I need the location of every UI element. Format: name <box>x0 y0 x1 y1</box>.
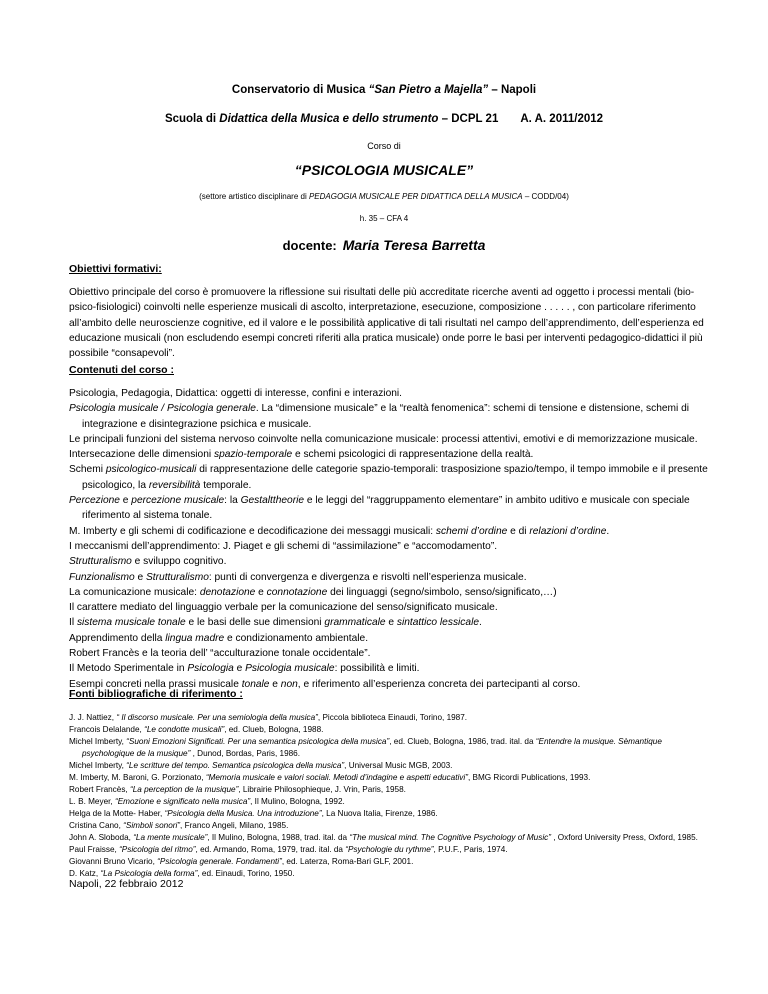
text-segment: di rappresentazione delle categorie spazio-temporali: trasposizione spazio/tempo, il tempo immobile e il presente psicologico, la <box>82 464 708 491</box>
contents-item <box>69 615 709 630</box>
text-segment: e le basi delle sue dimensioni <box>185 617 325 629</box>
contents-item <box>69 493 709 524</box>
italic-text: “ Il discorso musicale. Per una semiologia della musica” <box>116 713 318 722</box>
italic-text: “La Psicologia della forma” <box>100 869 198 878</box>
text-segment: e di <box>507 525 530 537</box>
italic-text: spazio-temporale <box>213 449 293 461</box>
bibliography-entry <box>69 832 709 844</box>
text-segment: Il <box>69 617 77 629</box>
conservatory-name: “San Pietro a Majella” <box>368 84 489 96</box>
italic-text: psicologico-musicali <box>105 464 197 476</box>
text-segment: M. Imberty, M. Baroni, G. Porzionato, <box>69 773 206 782</box>
italic-text: “Psychologie du rythme” <box>345 845 434 854</box>
italic-text: “Memoria musicale e valori sociali. Metodi d’indagine e aspetti educativi” <box>205 773 468 782</box>
corso-di-label: Corso di <box>367 141 401 151</box>
italic-text: Strutturalismo <box>69 556 132 568</box>
course-title: “PSICOLOGIA MUSICALE” <box>294 162 474 178</box>
bibliography-entry <box>69 712 709 724</box>
text-segment: , BMG Ricordi Publications, 1993. <box>467 773 591 782</box>
italic-text: Psicologia musicale <box>245 663 335 675</box>
text-segment: D. Katz, <box>69 869 101 878</box>
conservatory-prefix: Conservatorio di Musica <box>231 84 369 96</box>
italic-text: “Emozione e significato nella musica” <box>114 797 251 806</box>
contents-item <box>69 447 709 462</box>
bibliography-entry <box>69 796 709 808</box>
text-segment: , ed. Einaudi, Torino, 1950. <box>197 869 295 878</box>
text-segment: , Universal Music MGB, 2003. <box>344 761 453 770</box>
italic-text: sintattico lessicale <box>396 617 479 629</box>
docente-line <box>0 237 768 253</box>
italic-text: “Psicologia della Musica. Una introduzione” <box>164 809 322 818</box>
italic-text: grammaticale <box>324 617 386 629</box>
text-segment: e <box>233 663 246 675</box>
text-segment: , ed. Clueb, Bologna, 1986, trad. ital. da <box>389 737 536 746</box>
text-segment: Psicologia, Pedagogia, Didattica: oggetti di interesse, confini e interazioni. <box>69 388 402 399</box>
text-segment: Intersecazione delle dimensioni <box>69 449 214 461</box>
text-segment: , Piccola biblioteca Einaudi, Torino, 1987. <box>317 713 468 722</box>
text-segment: , Dunod, Bordas, Paris, 1986. <box>190 749 301 758</box>
settore-prefix: (settore artistico disciplinare di <box>199 192 309 201</box>
text-segment: Schemi <box>69 464 106 476</box>
bibliography-entry <box>69 820 709 832</box>
italic-text: “Psicologia generale. Fondamenti” <box>157 857 282 866</box>
italic-text: percezione musicale <box>131 495 225 507</box>
contents-item <box>69 585 709 600</box>
text-segment: , Franco Angeli, Milano, 1985. <box>180 821 289 830</box>
text-segment: , P.U.F., Paris, 1974. <box>433 845 508 854</box>
text-segment: : la <box>224 495 241 507</box>
objectives-heading: Obiettivi formativi: <box>69 263 162 275</box>
text-segment: e <box>119 495 132 507</box>
bibliography-entry <box>69 844 709 856</box>
text-segment: Paul Fraisse, <box>69 845 120 854</box>
text-segment: e <box>134 571 147 583</box>
text-segment: Michel Imberty, <box>69 761 127 770</box>
settore-code: – CODD/04) <box>522 192 569 201</box>
text-segment: Francois Delalande, <box>69 725 145 734</box>
text-segment: e condizionamento ambientale. <box>224 632 369 644</box>
italic-text: non <box>280 678 298 690</box>
bibliography-entry <box>69 760 709 772</box>
text-segment: Il carattere mediato del linguaggio verbale per la comunicazione del senso/significato musicale. <box>69 602 498 614</box>
text-segment: , La Nuova Italia, Firenze, 1986. <box>321 809 438 818</box>
contents-item <box>69 462 709 493</box>
bibliography-entry <box>69 772 709 784</box>
italic-text: Strutturalismo <box>146 571 209 583</box>
italic-text: reversibilità <box>148 479 201 491</box>
contents-item <box>69 646 709 661</box>
italic-text: Percezione <box>69 495 120 507</box>
text-segment: M. Imberty e gli schemi di codificazione e decodificazione dei messaggi musicali: <box>69 525 436 537</box>
contents-section <box>69 364 709 692</box>
settore-line <box>0 192 768 201</box>
contents-item <box>69 386 709 401</box>
academic-year: A. A. 2011/2012 <box>520 113 604 125</box>
contents-item <box>69 432 709 447</box>
italic-text: “Suoni Emozioni Significati. Per una semantica psicologica della musica” <box>126 737 390 746</box>
text-segment: e <box>269 678 281 690</box>
text-segment: John A. Sloboda, <box>69 833 134 842</box>
contents-item <box>69 539 709 554</box>
text-segment: e schemi psicologici di rappresentazione della realtà. <box>292 449 534 461</box>
text-segment: Apprendimento della <box>69 632 166 644</box>
bibliography-entry <box>69 736 709 760</box>
school-code: – DCPL 21 <box>438 113 499 125</box>
text-segment: e le leggi del “raggruppamento elementare” in ambito uditivo e musicale con speciale riferimento al sistema tonale. <box>82 495 690 522</box>
contents-item <box>69 631 709 646</box>
text-segment: , ed. Armando, Roma, 1979, trad. ital. da <box>195 845 346 854</box>
bibliography-section <box>69 688 709 880</box>
italic-text: relazioni d’ordine <box>529 525 607 537</box>
text-segment: Robert Francès, <box>69 785 130 794</box>
italic-text: “Le condotte musicali” <box>144 725 225 734</box>
italic-text: tonale <box>241 678 270 690</box>
text-segment: Esempi concreti nella prassi musicale <box>69 678 242 690</box>
docente-label: docente: <box>282 238 337 253</box>
text-segment: Robert Francès e la teoria dell’ “acculturazione tonale occidentale”. <box>69 648 371 660</box>
text-segment: Giovanni Bruno Vicario, <box>69 857 158 866</box>
text-segment: La comunicazione musicale: <box>69 586 200 598</box>
italic-text: “The musical mind. The Cognitive Psychology of Music” <box>349 833 551 842</box>
text-segment: . <box>479 617 482 629</box>
text-segment: dei linguaggi (segno/simbolo, senso/significato,…) <box>327 586 557 598</box>
bibliography-entry <box>69 808 709 820</box>
italic-text: sistema musicale tonale <box>76 617 186 629</box>
objectives-text: Obiettivo principale del corso è promuovere la riflessione sui risultati delle più accreditate ricerche aventi ad oggetto i processi mentali (bio-psico-fisiologici) coinvolti nelle esperienze musicali di ascolto, interpretazione, esecuzione, composizione . . . . . , con particolare riferimento all’ambito delle neuroscienze cognitive, ed il valore e le possibilità applicative di tali risultati nel campo dell’apprendimento, dell’esperienza ed educazione musicali (non escludendo esempi concreti riferiti alla pratica musicale) onde porre le basi per interventi pedagogico-didattici il più possibile “consapevoli”. <box>69 287 704 360</box>
document-date: Napoli, 22 febbraio 2012 <box>69 878 184 890</box>
text-segment: J. J. Nattiez, <box>69 713 117 722</box>
contents-item <box>69 600 709 615</box>
objectives-section <box>69 263 709 361</box>
italic-text: denotazione <box>199 586 256 598</box>
text-segment: e sviluppo cognitivo. <box>131 556 227 568</box>
contents-heading: Contenuti del corso : <box>69 364 174 376</box>
contents-item <box>69 524 709 539</box>
italic-text: “La mente musicale” <box>133 833 208 842</box>
school-line <box>0 113 768 125</box>
text-segment: : possibilità e limiti. <box>334 663 420 675</box>
text-segment: , ed. Clueb, Bologna, 1988. <box>224 725 324 734</box>
conservatory-city: – Napoli <box>488 84 537 96</box>
text-segment: e <box>255 586 267 598</box>
italic-text: “Simboli sonori” <box>123 821 181 830</box>
text-segment: temporale. <box>200 479 252 491</box>
text-segment: , Librairie Philosophieque, J. Vrin, Paris, 1958. <box>238 785 406 794</box>
italic-text: Gestalttheorie <box>240 495 305 507</box>
text-segment: : punti di convergenza e divergenza e risvolti nell’esperienza musicale. <box>208 571 527 583</box>
italic-text: Psicologia musicale / Psicologia generale <box>69 403 256 415</box>
contents-item <box>69 661 709 676</box>
italic-text: lingua madre <box>165 632 225 644</box>
italic-text: “La perception de la musique” <box>129 785 239 794</box>
italic-text: “Entendre la musique. Sèmantique psychologique de la musique” <box>82 737 662 758</box>
text-segment: Helga de la Motte- Haber, <box>69 809 165 818</box>
hours-credits: h. 35 – CFA 4 <box>359 214 409 223</box>
text-segment: e <box>385 617 397 629</box>
contents-item <box>69 401 709 432</box>
school-name: Didattica della Musica e dello strumento <box>219 113 439 125</box>
text-segment: , ed. Laterza, Roma-Bari GLF, 2001. <box>281 857 414 866</box>
text-segment: Michel Imberty, <box>69 737 127 746</box>
text-segment: . La “dimensione musicale” e la “realtà fenomenica”: schemi di tensione e distensione, schemi di integrazione e disintegrazione psichica e musicale. <box>82 403 690 430</box>
text-segment: Cristina Cano, <box>69 821 124 830</box>
italic-text: Psicologia <box>187 663 234 675</box>
italic-text: “Psicologia del ritmo” <box>119 845 196 854</box>
italic-text: “Le scritture del tempo. Semantica psicologica della musica” <box>126 761 345 770</box>
italic-text: connotazione <box>266 586 328 598</box>
italic-text: Funzionalismo <box>69 571 135 583</box>
text-segment: Le principali funzioni del sistema nervoso coinvolte nella comunicazione musicale: processi attentivi, emotivi e di memorizzazione musicale. <box>69 433 698 445</box>
bibliography-entry <box>69 724 709 736</box>
text-segment: , Il Mulino, Bologna, 1988, trad. ital. da <box>207 833 350 842</box>
contents-list <box>69 386 709 692</box>
text-segment: , Il Mulino, Bologna, 1992. <box>250 797 345 806</box>
bibliography-entry <box>69 784 709 796</box>
bibliography-heading: Fonti bibliografiche di riferimento : <box>69 688 243 700</box>
text-segment: , e riferimento all’esperienza concreta dei partecipanti al corso. <box>297 678 581 690</box>
text-segment: I meccanismi dell’apprendimento: J. Piaget e gli schemi di “assimilazione” e “accomodamento”. <box>69 540 498 552</box>
italic-text: schemi d’ordine <box>435 525 508 537</box>
text-segment: Il Metodo Sperimentale in <box>69 663 188 675</box>
bibliography-list <box>69 712 709 880</box>
school-prefix: Scuola di <box>164 113 220 125</box>
text-segment: . <box>606 525 610 537</box>
contents-item <box>69 554 709 569</box>
docente-name: Maria Teresa Barretta <box>342 237 486 253</box>
conservatory-line <box>0 84 768 96</box>
settore-name: PEDAGOGIA MUSICALE PER DIDATTICA DELLA MUSICA <box>308 192 523 201</box>
text-segment: L. B. Meyer, <box>69 797 115 806</box>
text-segment: , Oxford University Press, Oxford, 1985. <box>550 833 698 842</box>
bibliography-entry <box>69 856 709 868</box>
contents-item <box>69 570 709 585</box>
